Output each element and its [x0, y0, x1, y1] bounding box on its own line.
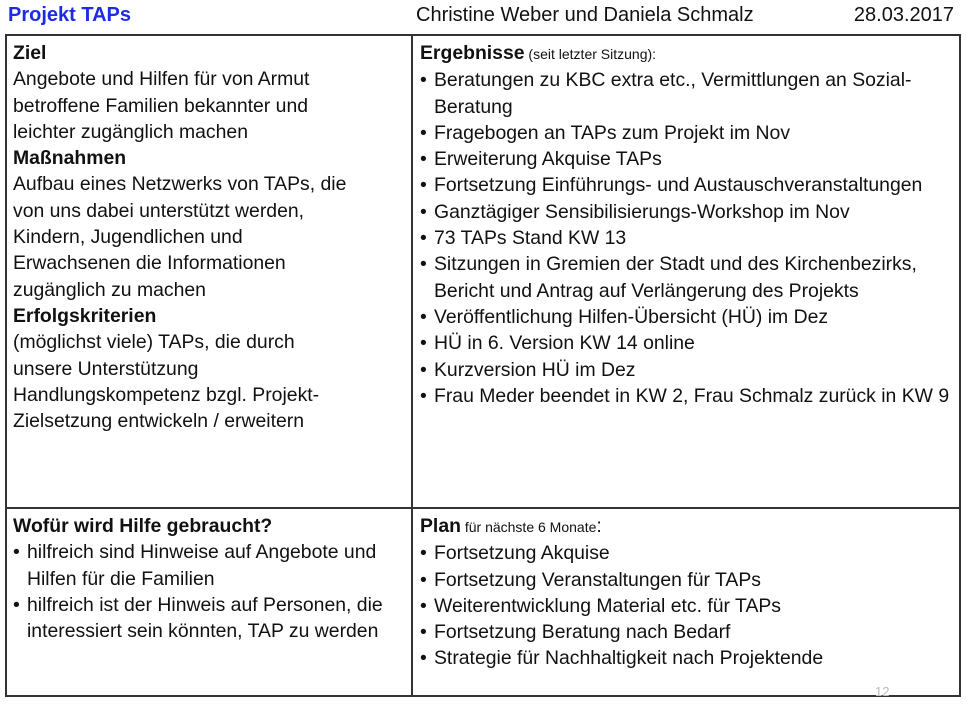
ziel-line: betroffene Familien bekannter und: [13, 94, 309, 117]
column-divider: [411, 36, 413, 695]
ergebnisse-item: • Kurzversion HÜ im Dez: [420, 357, 958, 383]
plan-item: • Fortsetzung Beratung nach Bedarf: [420, 619, 958, 645]
ergebnisse-item: • Frau Meder beendet in KW 2, Frau Schmalz zurück in KW 9: [420, 383, 958, 409]
plan-heading: Plan: [420, 515, 461, 537]
ergebnisse-item: • 73 TAPs Stand KW 13: [420, 225, 958, 251]
erfolgskriterien-line: (möglichst viele) TAPs, die durch: [13, 331, 295, 354]
massnahmen-line: Kindern, Jugendlichen und: [13, 226, 243, 249]
massnahmen-line: Aufbau eines Netzwerks von TAPs, die: [13, 173, 347, 196]
cell-plan: [420, 513, 958, 672]
cell-ergebnisse: [420, 40, 958, 409]
ergebnisse-item: • Veröffentlichung Hilfen-Übersicht (HÜ) im Dez: [420, 304, 958, 330]
hilfe-heading: Wofür wird Hilfe gebraucht?: [13, 515, 273, 537]
plan-title: [420, 513, 958, 540]
ergebnisse-heading: Ergebnisse: [420, 42, 525, 64]
ergebnisse-item: • Beratungen zu KBC extra etc., Vermittlungen an Sozial-Beratung: [420, 67, 958, 120]
plan-item: • Weiterentwicklung Material etc. für TAPs: [420, 593, 958, 619]
erfolgskriterien-line: Zielsetzung entwickeln / erweitern: [13, 410, 304, 433]
hilfe-item: • hilfreich sind Hinweise auf Angebote und Hilfen für die Familien: [13, 539, 405, 592]
date: 28.03.2017: [853, 4, 954, 26]
ergebnisse-item: • Fragebogen an TAPs zum Projekt im Nov: [420, 120, 958, 146]
plan-item: • Fortsetzung Veranstaltungen für TAPs: [420, 567, 958, 593]
ziel-heading: Ziel: [13, 42, 47, 64]
page-title: Projekt TAPs: [8, 4, 131, 26]
ergebnisse-item: • Ganztägiger Sensibilisierungs-Workshop im Nov: [420, 199, 958, 225]
ziel-line: leichter zugänglich machen: [13, 120, 248, 143]
ergebnisse-subheading: (seit letzter Sitzung):: [524, 46, 657, 62]
page-number: 12: [875, 684, 890, 699]
massnahmen-line: Erwachsenen die Informationen: [13, 252, 286, 275]
ergebnisse-item: • Erweiterung Akquise TAPs: [420, 146, 958, 172]
header-bar: [0, 0, 966, 34]
ergebnisse-item: • Fortsetzung Einführungs- und Austauschveranstaltungen: [420, 172, 958, 198]
erfolgskriterien-line: unsere Unterstützung: [13, 357, 199, 380]
ergebnisse-item: • Sitzungen in Gremien der Stadt und des Kirchenbezirks, Bericht und Antrag auf Verlängerung des Projekts: [420, 251, 958, 304]
plan-item: • Strategie für Nachhaltigkeit nach Projektende: [420, 645, 958, 671]
authors: Christine Weber und Daniela Schmalz: [416, 4, 754, 26]
cell-ziel-massnahmen: [13, 40, 405, 434]
hilfe-item: • hilfreich ist der Hinweis auf Personen, die interessiert sein könnten, TAP zu werden: [13, 592, 405, 645]
ziel-line: Angebote und Hilfen für von Armut: [13, 68, 310, 91]
massnahmen-line: von uns dabei unterstützt werden,: [13, 199, 305, 222]
massnahmen-heading: Maßnahmen: [13, 147, 127, 170]
ergebnisse-title: [420, 40, 958, 67]
ergebnisse-item: • HÜ in 6. Version KW 14 online: [420, 330, 958, 356]
plan-item: • Fortsetzung Akquise: [420, 540, 958, 566]
plan-subheading: für nächste 6 Monate: [460, 519, 597, 535]
erfolgskriterien-heading: Erfolgskriterien: [13, 304, 157, 327]
erfolgskriterien-line: Handlungskompetenz bzgl. Projekt-: [13, 383, 320, 406]
content-table: [5, 34, 961, 697]
cell-hilfe: [13, 513, 405, 644]
massnahmen-line: zugänglich zu machen: [13, 278, 206, 301]
row-divider: [7, 507, 959, 509]
plan-colon: :: [596, 515, 602, 537]
